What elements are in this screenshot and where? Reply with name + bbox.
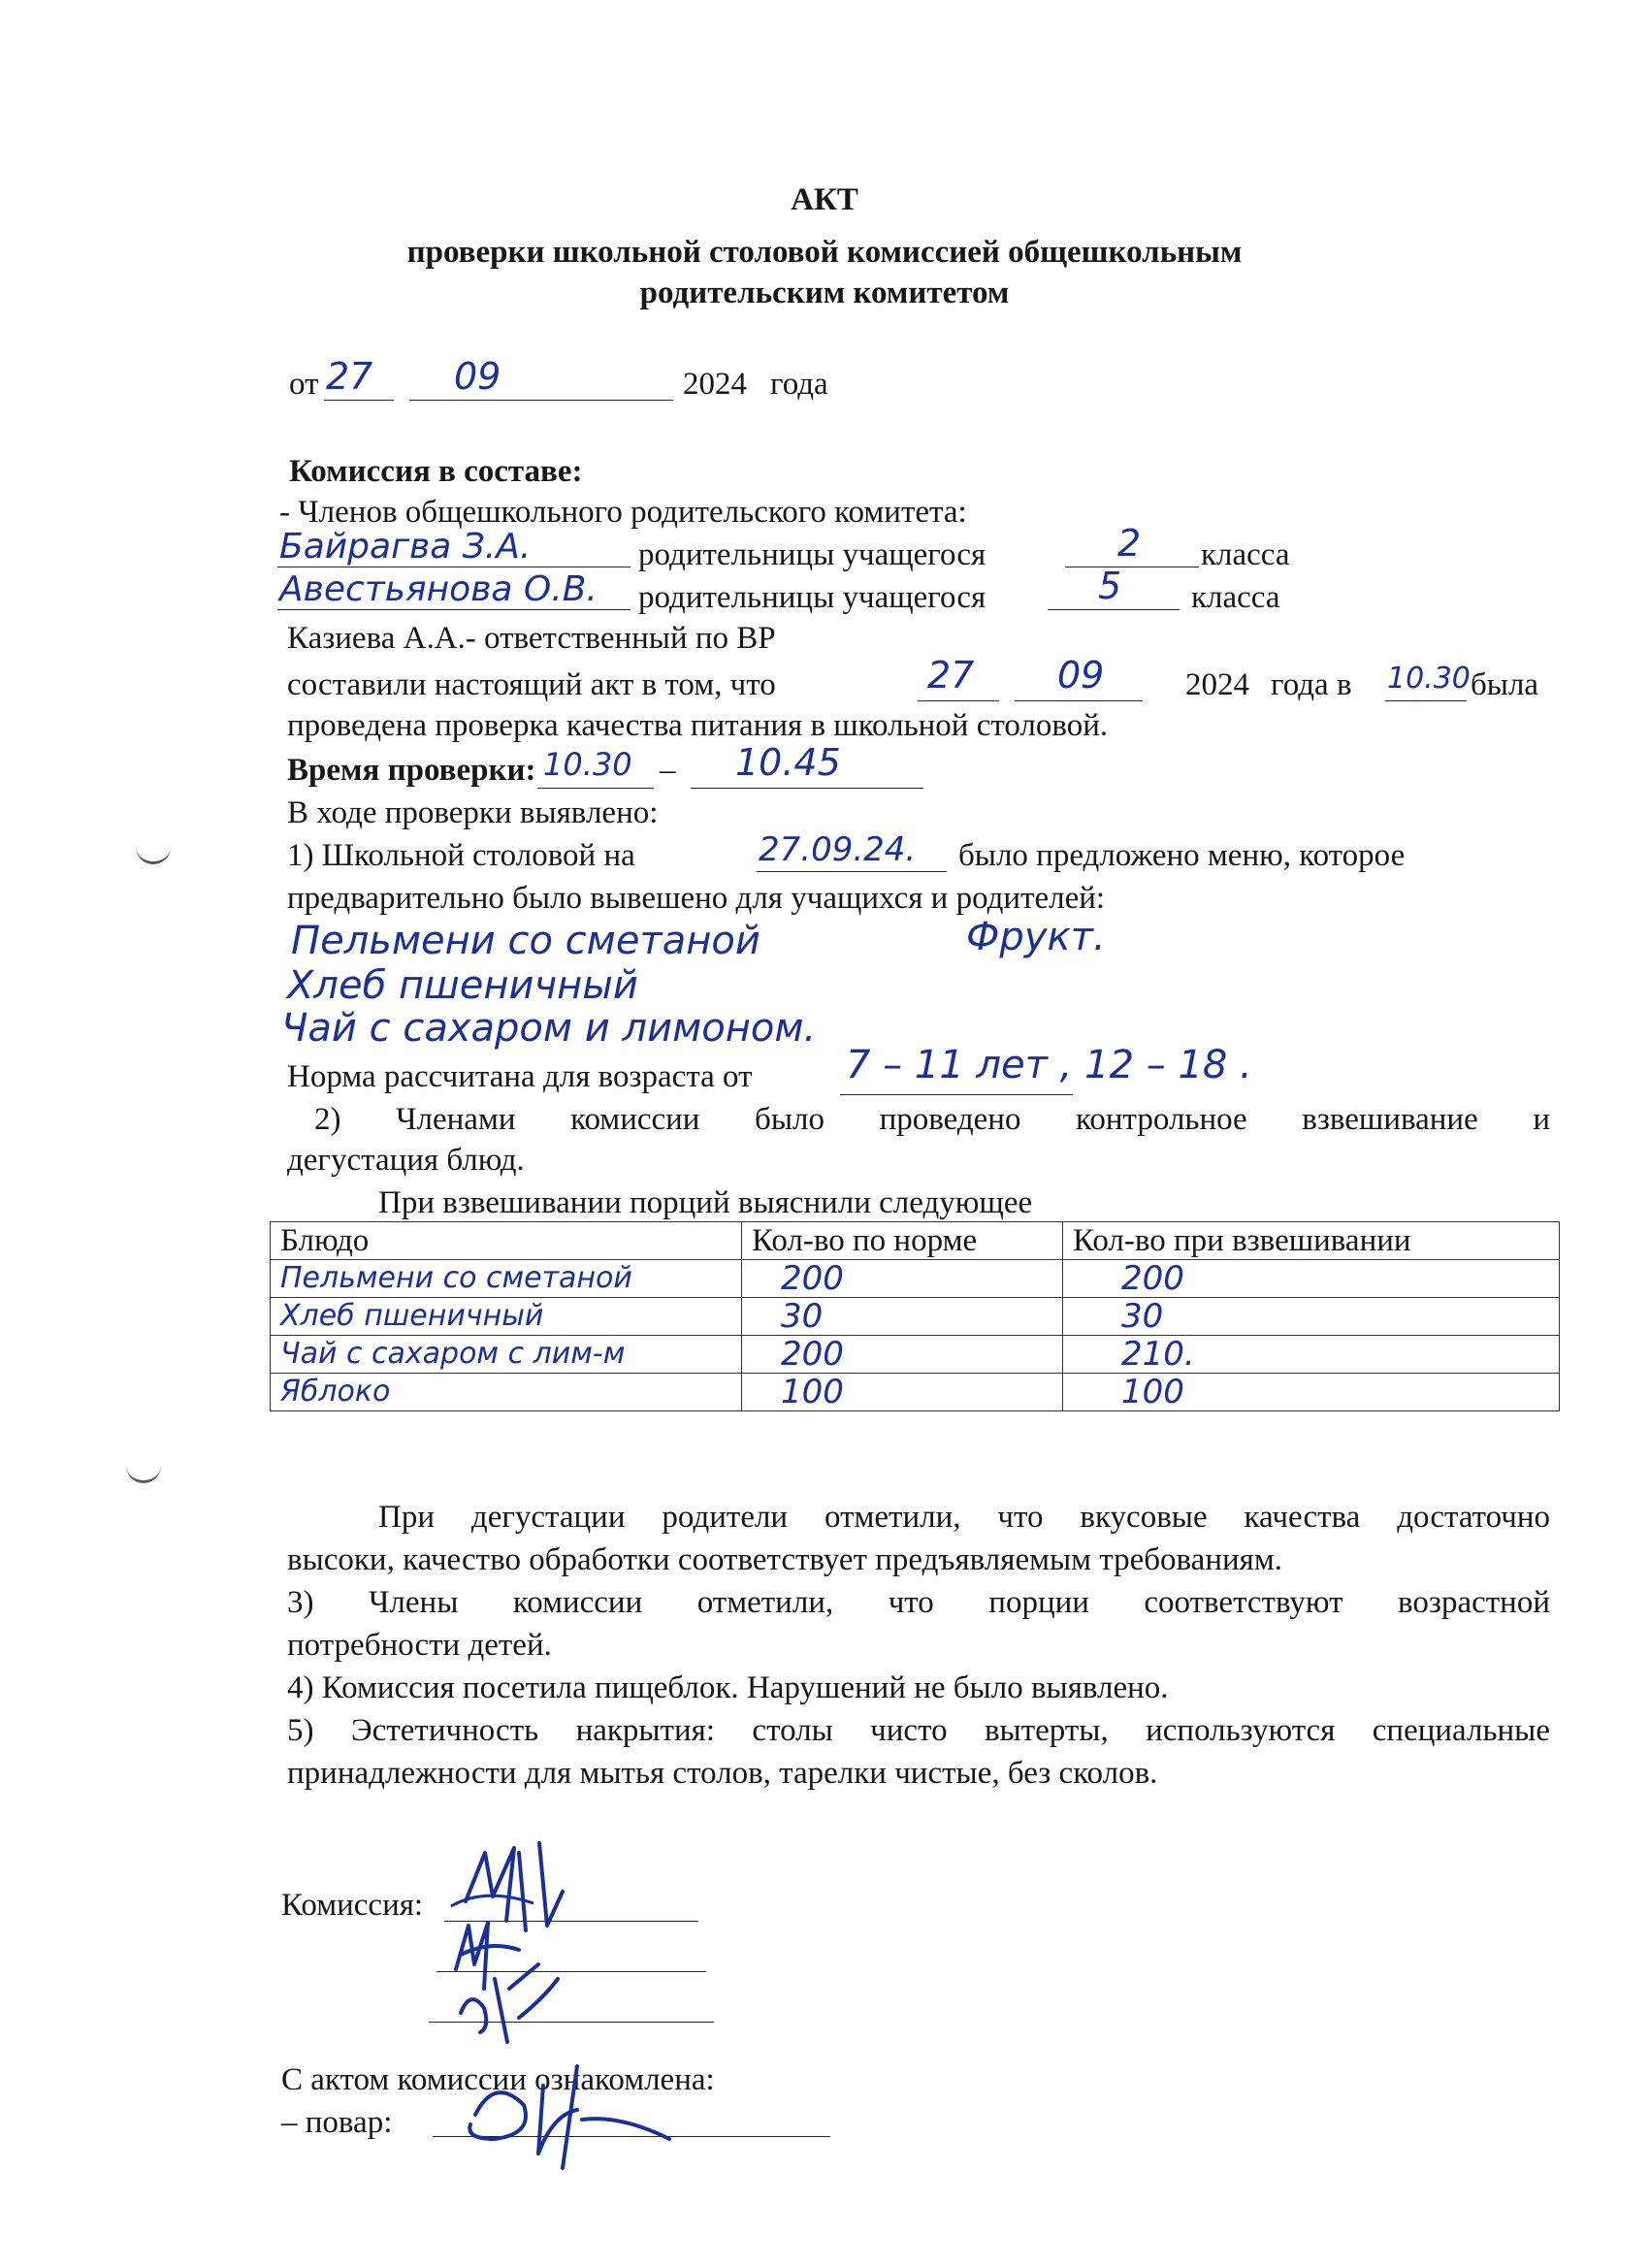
- table-cell-weighed: 200: [1063, 1260, 1560, 1298]
- table-row: [271, 1336, 1560, 1374]
- act-time: 10.30: [1387, 662, 1471, 696]
- table-row: [271, 1260, 1560, 1298]
- act-day: 27: [927, 654, 975, 697]
- commission-signature-3: [451, 1960, 577, 2057]
- act-time-underline: [1385, 700, 1467, 701]
- table-header-weighed: Кол-во при взвешивании: [1063, 1222, 1560, 1260]
- menu-line1-extra: Фрукт.: [966, 915, 1106, 959]
- menu-line3: Чай с сахаром и лимоном.: [281, 1006, 817, 1051]
- member2-name: Авестьянова О.В.: [279, 569, 598, 609]
- item1-line2: предварительно было вывешено для учащихся и родителей:: [287, 881, 1106, 916]
- member1-name: Байрагва З.А.: [279, 527, 532, 567]
- member3: Казиева А.А.- ответственный по ВР: [287, 621, 776, 656]
- table-header-norm: Кол-во по норме: [742, 1222, 1063, 1260]
- norm-underline: [840, 1094, 1073, 1095]
- date-day: 27: [326, 355, 373, 398]
- table-cell-norm: 200: [742, 1336, 1063, 1374]
- item3-line1: 3) Члены комиссии отметили, что порции соответствуют возрастной: [287, 1585, 1550, 1620]
- table-cell-weighed: 30: [1063, 1298, 1560, 1336]
- act-text-a: составили настоящий акт в том, что: [287, 667, 776, 702]
- item2-line1: 2) Членами комиссии было проведено контрольное взвешивание и: [314, 1102, 1550, 1137]
- tasting-line1: При дегустации родители отметили, что вкусовые качества достаточно: [378, 1500, 1550, 1535]
- table-cell-norm: 100: [742, 1374, 1063, 1411]
- check-time-from-underline: [537, 788, 654, 789]
- date-year: 2024: [683, 367, 747, 402]
- table-row: [271, 1298, 1560, 1336]
- item1-a: 1) Школьной столовой на: [287, 838, 635, 873]
- weigh-intro: При взвешивании порций выяснили следующее: [378, 1185, 1033, 1220]
- acknowledged-label: С актом комиссии ознакомлена:: [281, 2062, 715, 2097]
- date-prefix: от: [289, 367, 319, 402]
- act-day-underline: [918, 700, 999, 701]
- act-year: 2024: [1185, 667, 1249, 702]
- member2-role: родительницы учащегося: [638, 580, 986, 615]
- table-row: [271, 1374, 1560, 1411]
- norm-label: Норма рассчитана для возраста от: [287, 1059, 753, 1094]
- item3-line2: потребности детей.: [287, 1628, 552, 1663]
- date-suffix: года: [770, 367, 828, 402]
- table-cell-weighed: 210.: [1063, 1336, 1560, 1374]
- act-month-underline: [1015, 700, 1143, 701]
- norm-value: 7 – 11 лет , 12 – 18 .: [846, 1043, 1252, 1087]
- punch-hole-top: [136, 844, 171, 864]
- check-time-to: 10.45: [735, 741, 841, 784]
- table-cell-norm: 30: [742, 1298, 1063, 1336]
- found-label: В ходе проверки выявлено:: [287, 795, 659, 830]
- act-text-line2: проведена проверка качества питания в школьной столовой.: [287, 708, 1109, 743]
- member2-class-suffix: класса: [1191, 580, 1280, 615]
- member2-class-underline: [1048, 609, 1180, 610]
- members-heading: - Членов общешкольного родительского комитета:: [279, 495, 967, 530]
- item4: 4) Комиссия посетила пищеблок. Нарушений не было выявлено.: [287, 1670, 1169, 1705]
- member1-role: родительницы учащегося: [638, 537, 986, 572]
- date-day-underline: [324, 400, 394, 401]
- member2-class: 5: [1098, 565, 1122, 607]
- check-time-to-underline: [691, 788, 923, 789]
- member1-class-suffix: класса: [1201, 537, 1290, 572]
- table-cell-dish: Пельмени со сметаной: [271, 1260, 742, 1298]
- table-cell-weighed: 100: [1063, 1374, 1560, 1411]
- check-time-label: Время проверки:: [287, 753, 536, 788]
- item5-line2: принадлежности для мытья столов, тарелки чистые, без сколов.: [287, 1756, 1158, 1791]
- table-cell-dish: Чай с сахаром с лим-м: [271, 1336, 742, 1374]
- item1-date: 27.09.24.: [759, 830, 917, 869]
- cook-signature: [456, 2047, 689, 2173]
- member1-class: 2: [1117, 522, 1142, 565]
- tasting-line2: высоки, качество обработки соответствует предъявляемым требованиям.: [287, 1542, 1282, 1577]
- table-cell-dish: Хлеб пшеничный: [271, 1298, 742, 1336]
- menu-line1: Пельмени со сметаной: [291, 919, 760, 963]
- act-month: 09: [1057, 654, 1105, 697]
- weighing-table: [270, 1221, 1560, 1411]
- member2-name-underline: [277, 609, 630, 610]
- table-cell-dish: Яблоко: [271, 1374, 742, 1411]
- date-month-underline: [409, 400, 673, 401]
- document-subtitle-line2: родительским комитетом: [639, 275, 1010, 310]
- date-month: 09: [454, 355, 501, 398]
- document-title: АКТ: [791, 182, 858, 217]
- item2-line2: дегустация блюд.: [287, 1143, 525, 1178]
- act-text-c: была: [1471, 667, 1539, 702]
- table-cell-norm: 200: [742, 1260, 1063, 1298]
- table-header-dish: Блюдо: [271, 1222, 742, 1260]
- item5-line1: 5) Эстетичность накрытия: столы чисто вытерты, используются специальные: [287, 1713, 1550, 1748]
- commission-sign-label: Комиссия:: [281, 1888, 424, 1923]
- act-text-b: года в: [1271, 667, 1352, 702]
- cook-label: – повар:: [281, 2105, 393, 2140]
- check-time-from: 10.30: [543, 746, 632, 783]
- punch-hole-bottom: [126, 1463, 161, 1483]
- item1-b: было предложено меню, которое: [958, 838, 1406, 873]
- commission-heading: Комиссия в составе:: [289, 454, 583, 489]
- table-header-row: [271, 1222, 1560, 1260]
- menu-line2: Хлеб пшеничный: [287, 963, 638, 1008]
- check-time-dash: –: [660, 753, 676, 788]
- item1-date-underline: [757, 871, 947, 872]
- document-subtitle-line1: проверки школьной столовой комиссией общешкольным: [406, 235, 1243, 270]
